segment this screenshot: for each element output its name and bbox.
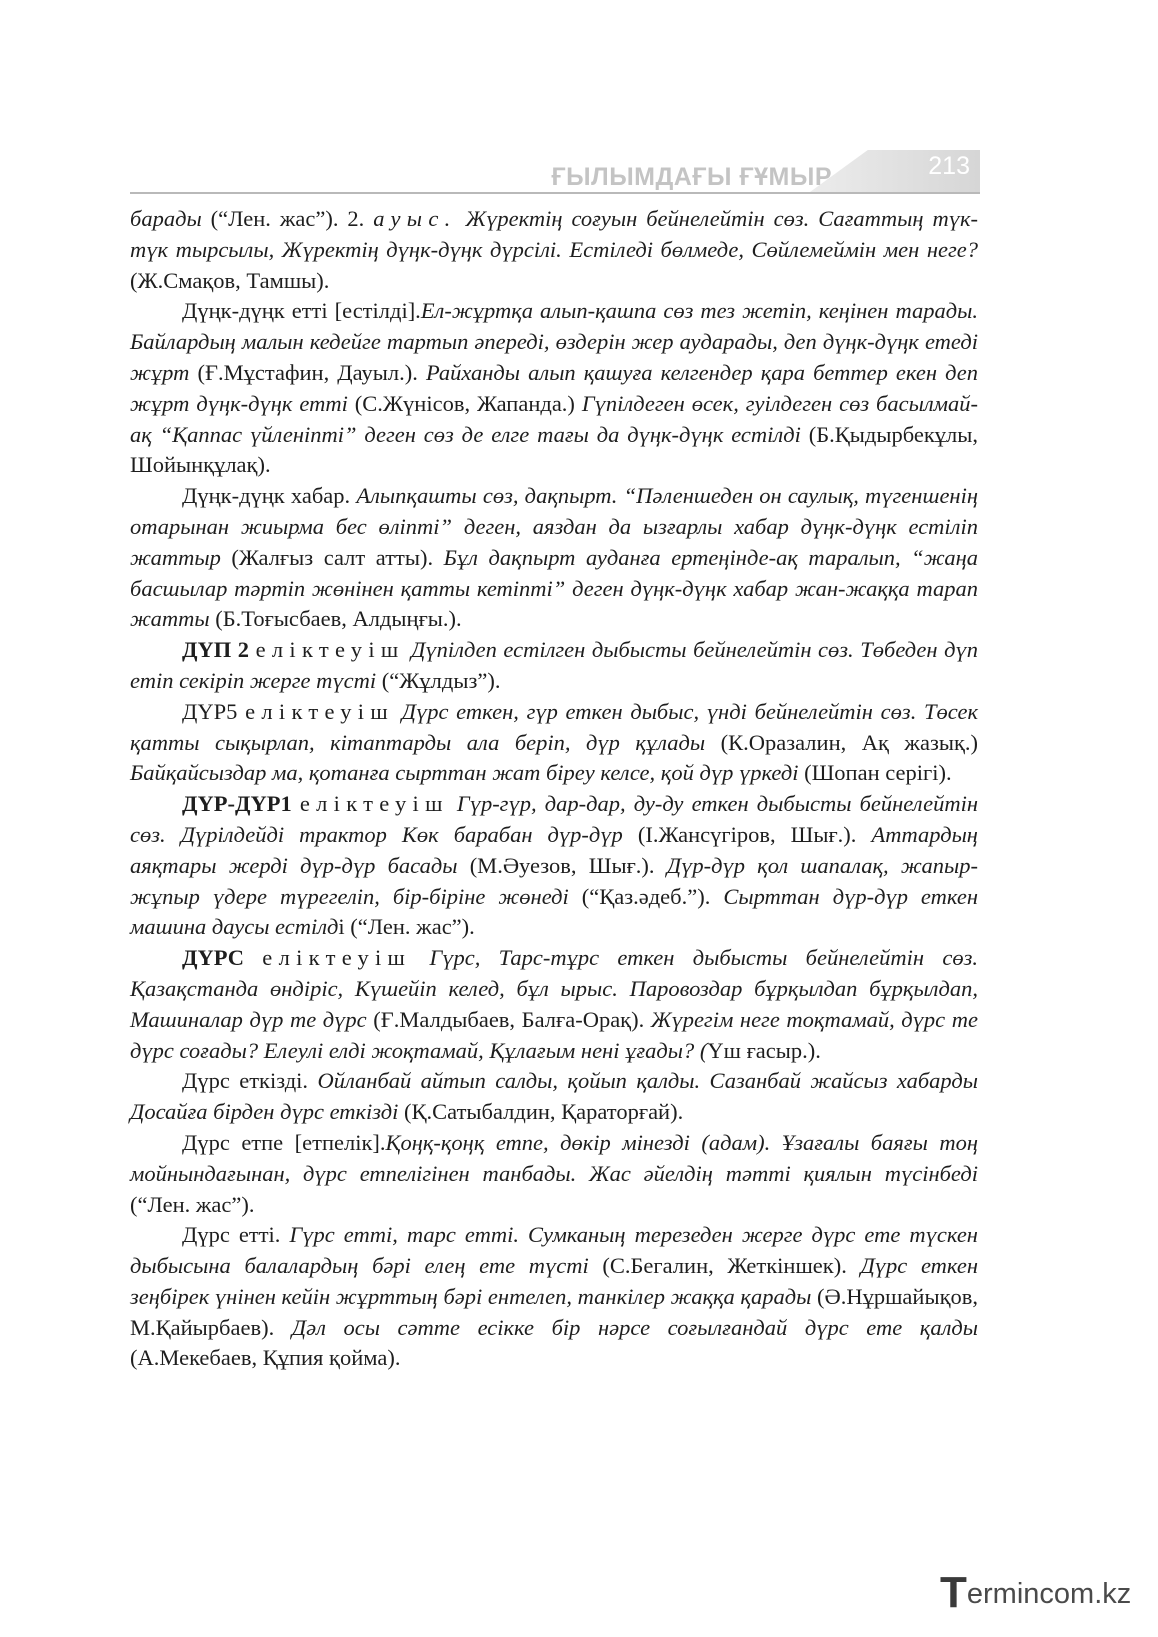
dictionary-entry-paragraph: [130, 1066, 978, 1128]
italic-text: Дүрс еткен, гүр еткен дыбыс, үнді бейнелейтін сөз. Төсек қатты сықырлап, кітаптарды ала беріп, дүр құлады: [130, 698, 978, 755]
plain-text: (“Жұлдыз”).: [376, 667, 501, 693]
plain-text: [244, 945, 262, 970]
dictionary-entry-paragraph: [130, 296, 978, 481]
plain-text: (Қ.Сатыбалдин, Қараторғай).: [398, 1099, 684, 1125]
italic-text: барады: [130, 206, 202, 231]
italic-text: Гүрс етті, тарс етті. Сумканың терезеден жерге дүрс ете түскен дыбысына балалардың бәрі елең ете түсті: [130, 1222, 978, 1279]
italic-text: Ойланбай айтып салды, қойып қалды. Сазанбай жайсыз хабарды Досайға бірден дүрс еткізді: [130, 1068, 978, 1125]
plain-text: (Шопан серігі).: [798, 760, 952, 786]
dictionary-entry-paragraph: [130, 789, 978, 943]
watermark-search-glyph: o: [1053, 1578, 1071, 1610]
plain-text: (Жалғыз салт атты).: [220, 544, 444, 570]
italic-text: Гүпілдеген өсек, гуілдеген сөз басылмай-ақ “Қаппас үйленіпті” деген сөз де елге тағы да дүңк-дүңк естілді: [130, 390, 978, 447]
plain-text: (Б.Қыдырбекұлы, Шойынқұлақ).: [130, 421, 978, 478]
plain-text: (М.Әуезов, Шығ.).: [457, 852, 667, 878]
plain-text: (І.Жансүгіров, Шығ.).: [622, 821, 872, 847]
part-of-speech-label: еліктеуіш: [255, 637, 405, 663]
headword: ДҮРС: [182, 945, 244, 971]
site-watermark: [940, 1568, 1131, 1618]
header-rule: [130, 192, 980, 194]
part-of-speech-label: еліктеуіш: [262, 945, 412, 971]
italic-text: Қоңқ-қоңқ етпе, дөкір мінезді (адам). Ұзағалы баяғы тоң мойнындағынан, дүрс етпелігінен танбады. Жас әйелдің тәтті қиялын түсінбеді: [130, 1129, 978, 1186]
dictionary-entry-paragraph: [130, 481, 978, 635]
plain-text: Дүңк-дүңк етті [естілді].: [182, 298, 421, 324]
plain-text: (“Лен. жас”). 2.: [201, 206, 374, 231]
dictionary-body: [130, 204, 978, 1374]
italic-text: Ел-жұртқа алып-қашпа сөз тез жетіп, кеңінен тарады. Байлардың малын кедейге тартып әпереді, өздерін жер аударады, деп дүңк-дүңк етеді жұрт: [130, 298, 978, 385]
plain-text: (К.Оразалин, Ақ жазық.): [705, 729, 979, 755]
plain-text: (Ә.Нұршайықов, М.Қайырбаев).: [130, 1283, 978, 1340]
watermark-logo-letter: T: [940, 1568, 967, 1617]
italic-text: Бұл дақпырт ауданға ертеңінде-ақ таралып, “жаңа басшылар тәртіп жөнінен қатты кетіпті” деген дүңк-дүңк хабар жан-жаққа тарап жатты: [130, 544, 978, 632]
dictionary-entry-paragraph: [130, 1220, 978, 1374]
dictionary-entry-paragraph: [130, 635, 978, 697]
plain-text: (А.Мекебаев, Құпия қойма).: [130, 1345, 401, 1371]
plain-text: (С.Бегалин, Жеткіншек).: [588, 1253, 861, 1279]
italic-text: Жүрегім неге тоқтамай, дүрс те дүрс соғады? Елеулі елді жоқтамай, Құлағым нені ұғады? (: [130, 1006, 978, 1063]
part-of-speech-label: еліктеуіш: [245, 698, 394, 724]
headword: ДҮП 2: [182, 637, 250, 663]
plain-text: і (“Лен. жас”).: [338, 914, 475, 940]
plain-text: [292, 791, 300, 816]
italic-text: Дүр-дүр қол шапалақ, жапыр-жұпыр үдере түрегеліп, бір-біріне жөнеді: [130, 852, 978, 909]
headword: ДҮР-ДҮР1: [182, 791, 292, 817]
italic-text: Дүрс еткен зеңбірек үнінен кейін жұрттың бәрі ентелеп, танкілер жаққа қарады: [130, 1253, 978, 1309]
italic-text: Гүрс, Тарс-тұрс еткен дыбысты бейнелейтін сөз. Қазақстанда өндіріс, Күшейіп келед, бұл ырыс. Паровоздар бұрқылдап бұрқылдап, Машиналар дүр те дүрс: [130, 945, 979, 1032]
italic-text: Жүректің соғуын бейнелейтін сөз. Сағаттың түк-түк тырсылы, Жүректің дүңк-дүңк дүрсілі. Естіледі бөлмеде, Сөйлемеймін мен неге?: [130, 206, 978, 262]
plain-text: Дүрс етпе [етпелік].: [182, 1129, 386, 1155]
plain-text: Дүрс етті.: [182, 1222, 290, 1248]
watermark-text-part1: erminc: [966, 1578, 1054, 1610]
dictionary-entry-paragraph: [130, 1128, 978, 1220]
plain-text: (Ж.Смақов, Тамшы).: [130, 267, 330, 293]
watermark-text-part2: m.kz: [1070, 1578, 1132, 1610]
plain-text: Дүрс еткізді.: [182, 1068, 318, 1094]
plain-text: (“Қаз.әдеб.”).: [568, 883, 724, 909]
plain-text: Үш ғасыр.).: [707, 1037, 821, 1063]
italic-text: Дүпілдеп естілген дыбысты бейнелейтін сөз. Төбеден дүп етіп секіріп жерге түсті: [130, 637, 978, 693]
italic-text: Алыпқашты сөз, дақпырт. “Пәленшеден он саулық, түгеншенің отарынан жиырма бес өліпті” деген, аяздан да ызғарлы хабар дүңк-дүңк естіліп жаттыр: [130, 483, 979, 570]
italic-text: Райханды алып қашуға келгендер қара беттер екен деп жұрт дүңк-дүңк етті: [130, 359, 979, 416]
plain-text: (Ғ.Мұстафин, Дауыл.).: [189, 359, 426, 385]
plain-text: ДҮР5: [182, 698, 246, 724]
italic-text: Байқайсыздар ма, қотанға сырттан жат біреу келсе, қой дүр үркеді: [130, 760, 799, 786]
dictionary-entry-paragraph: [130, 697, 978, 789]
plain-text: (Б.Тоғысбаев, Алдыңғы.).: [209, 606, 462, 632]
dictionary-entry-paragraph: [130, 204, 978, 296]
italic-text: Аттардың аяқтары жерді дүр-дүр басады: [130, 821, 978, 878]
plain-text: (Ғ.Малдыбаев, Балға-Орақ).: [366, 1006, 651, 1032]
plain-text: (“Лен. жас”).: [130, 1191, 255, 1217]
dictionary-entry-paragraph: [130, 943, 978, 1066]
running-header: [130, 148, 980, 198]
plain-text: (С.Жүнісов, Жапанда.): [347, 390, 582, 416]
part-of-speech-label: еліктеуіш: [299, 791, 449, 817]
plain-text: Дүңк-дүңк хабар.: [182, 483, 357, 509]
running-title: ҒЫЛЫМДАҒЫ ҒҰМЫР: [551, 163, 832, 191]
italic-text: Сырттан дүр-дүр еткен машина даусы естілд: [130, 883, 978, 940]
page-number: 213: [928, 152, 970, 180]
sense-label: ауыс.: [373, 206, 457, 231]
italic-text: Дәл осы сәтте есікке бір нәрсе соғылғандай дүрс ете қалды: [291, 1314, 978, 1340]
italic-text: Гүр-гүр, дар-дар, ду-ду еткен дыбысты бейнелейтін сөз. Дүрілдейді трактор Көк барабан дүр-дүр: [130, 791, 978, 847]
